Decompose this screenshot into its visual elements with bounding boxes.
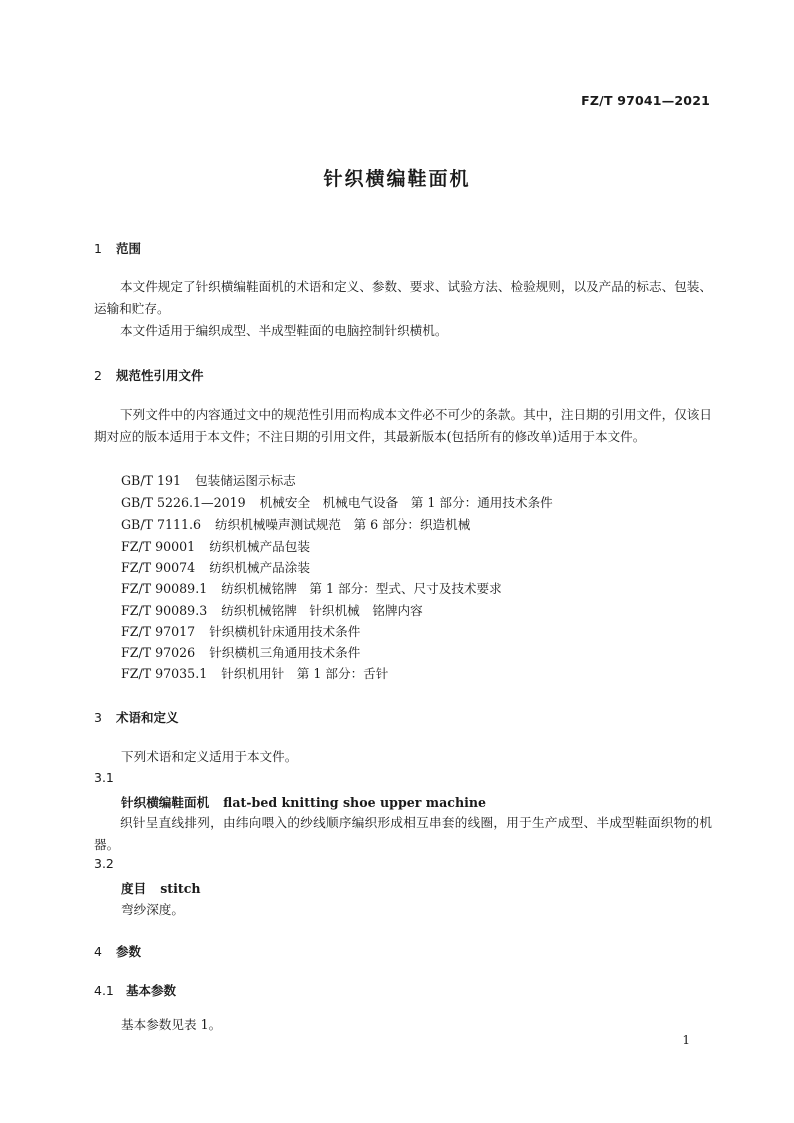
reference-item bbox=[121, 536, 310, 555]
reference-code: GB/T 5226.1—2019 bbox=[121, 495, 246, 510]
document-code: FZ/T 97041—2021 bbox=[581, 93, 710, 108]
reference-item bbox=[121, 470, 296, 489]
term-number: 3.1 bbox=[94, 770, 114, 785]
term-chinese: 度目 bbox=[121, 881, 147, 896]
term-entry bbox=[121, 792, 486, 811]
reference-code: FZ/T 90089.3 bbox=[121, 603, 208, 618]
term-definition: 弯纱深度。 bbox=[121, 902, 184, 917]
reference-code: FZ/T 97026 bbox=[121, 645, 196, 660]
term-english: flat-bed knitting shoe upper machine bbox=[223, 795, 487, 810]
document-title: 针织横编鞋面机 bbox=[323, 168, 471, 190]
term-definition: 织针呈直线排列，由纬向喂入的纱线顺序编织形成相互串套的线圈，用于生产成型、半成型鞋面织物的机器。 bbox=[94, 815, 712, 852]
reference-code: FZ/T 90089.1 bbox=[121, 581, 208, 596]
term-number: 3.2 bbox=[94, 856, 114, 871]
section-number: 4 bbox=[94, 944, 102, 959]
section-label: 参数 bbox=[116, 944, 142, 959]
reference-code: FZ/T 90001 bbox=[121, 539, 196, 554]
subsection-number: 4.1 bbox=[94, 983, 114, 998]
reference-item bbox=[121, 578, 502, 597]
reference-code: GB/T 191 bbox=[121, 473, 181, 488]
section-2-heading bbox=[94, 366, 204, 384]
reference-title: 纺织机械产品涂装 bbox=[209, 560, 310, 575]
reference-code: FZ/T 97035.1 bbox=[121, 666, 208, 681]
basic-parameters-text: 基本参数见表 1。 bbox=[121, 1017, 222, 1032]
subsection-label: 基本参数 bbox=[126, 983, 177, 998]
reference-title: 纺织机械铭牌 第 1 部分：型式、尺寸及技术要求 bbox=[221, 581, 502, 596]
reference-item bbox=[121, 663, 388, 682]
section-3-heading bbox=[94, 708, 179, 726]
reference-title: 纺织机械产品包装 bbox=[209, 539, 310, 554]
normative-references-intro: 下列文件中的内容通过文中的规范性引用而构成本文件必不可少的条款。其中，注日期的引用文件，仅该日期对应的版本适用于本文件；不注日期的引用文件，其最新版本(包括所有的修改单)适用于本文件。 bbox=[94, 407, 712, 444]
reference-code: FZ/T 97017 bbox=[121, 624, 196, 639]
section-number: 1 bbox=[94, 241, 102, 256]
reference-item bbox=[121, 492, 553, 511]
section-label: 规范性引用文件 bbox=[116, 368, 204, 383]
section-4-heading bbox=[94, 942, 141, 960]
scope-paragraph-1: 本文件规定了针织横编鞋面机的术语和定义、参数、要求、试验方法、检验规则，以及产品的标志、包装、运输和贮存。 bbox=[94, 279, 712, 316]
reference-title: 包装储运图示标志 bbox=[195, 473, 296, 488]
reference-title: 纺织机械铭牌 针织机械 铭牌内容 bbox=[221, 603, 423, 618]
reference-title: 机械安全 机械电气设备 第 1 部分：通用技术条件 bbox=[259, 495, 553, 510]
subsection-4-1-heading bbox=[94, 981, 176, 999]
reference-title: 针织机用针 第 1 部分：舌针 bbox=[221, 666, 389, 681]
reference-title: 针织横机三角通用技术条件 bbox=[209, 645, 361, 660]
reference-title: 针织横机针床通用技术条件 bbox=[209, 624, 361, 639]
page-number: 1 bbox=[682, 1033, 690, 1047]
reference-code: FZ/T 90074 bbox=[121, 560, 196, 575]
reference-title: 纺织机械噪声测试规范 第 6 部分：织造机械 bbox=[215, 517, 471, 532]
terms-intro: 下列术语和定义适用于本文件。 bbox=[121, 749, 298, 764]
term-entry bbox=[121, 878, 201, 897]
section-number: 2 bbox=[94, 368, 102, 383]
reference-item bbox=[121, 642, 360, 661]
scope-paragraph-2: 本文件适用于编织成型、半成型鞋面的电脑控制针织横机。 bbox=[120, 323, 448, 338]
section-label: 范围 bbox=[116, 241, 142, 256]
reference-item bbox=[121, 600, 423, 619]
term-english: stitch bbox=[160, 881, 201, 896]
section-1-heading bbox=[94, 239, 141, 257]
reference-item bbox=[121, 557, 310, 576]
section-number: 3 bbox=[94, 710, 102, 725]
reference-item bbox=[121, 621, 360, 640]
reference-code: GB/T 7111.6 bbox=[121, 517, 202, 532]
reference-item bbox=[121, 514, 470, 533]
section-label: 术语和定义 bbox=[116, 710, 179, 725]
term-chinese: 针织横编鞋面机 bbox=[121, 795, 210, 810]
